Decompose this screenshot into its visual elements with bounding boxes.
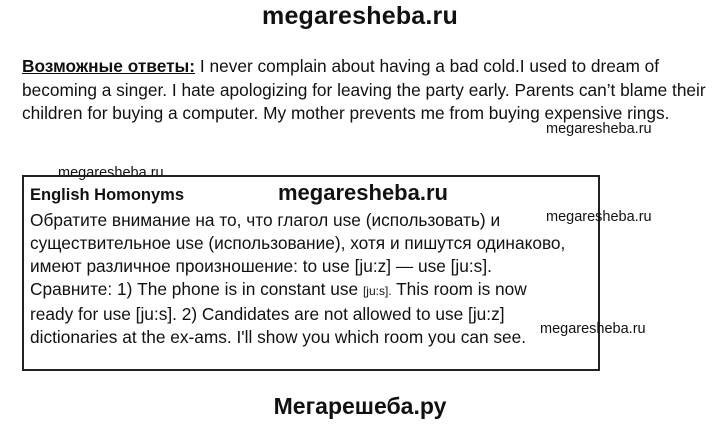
site-header: megaresheba.ru — [262, 2, 458, 30]
note-line-part: This room is now — [391, 279, 527, 299]
site-footer: Мегарешеба.ру — [273, 393, 447, 419]
box-watermark-header: megaresheba.ru — [278, 180, 448, 205]
watermark: megaresheba.ru — [58, 165, 164, 181]
watermark: megaresheba.ru — [546, 121, 652, 137]
note-line — [30, 278, 592, 303]
watermark: megaresheba.ru — [540, 321, 646, 337]
note-line: существительное use (использование), хотя и пишутся одинаково, — [30, 233, 566, 253]
answers-label: Возможные ответы: — [22, 56, 196, 76]
possible-answers — [22, 55, 712, 126]
watermark: megaresheba.ru — [546, 209, 652, 225]
note-line: ready for use [ju:s]. 2) Candidates are not allowed to use [ju:z] — [30, 304, 505, 324]
note-line: имеют различное произношение: to use [ju:z] — use [ju:s]. — [30, 256, 492, 276]
note-line-part: Сравните: 1) The phone is in constant use — [30, 279, 363, 299]
note-line: Обратите внимание на то, что глагол use (использовать) и — [30, 210, 501, 230]
note-line: dictionaries at the ex-ams. I'll show you which room you can see. — [30, 327, 527, 347]
note-line-part-small: [ju:s]. — [362, 284, 392, 298]
answers-text: I never complain about having a bad cold.I used to dream of becoming a singer. I hate apologizing for leaving the party early. Parents can’t blame their children for buying a computer. My mother prevents me from buying expensive rings. — [22, 56, 706, 123]
note-title: English Homonyms — [30, 186, 185, 204]
